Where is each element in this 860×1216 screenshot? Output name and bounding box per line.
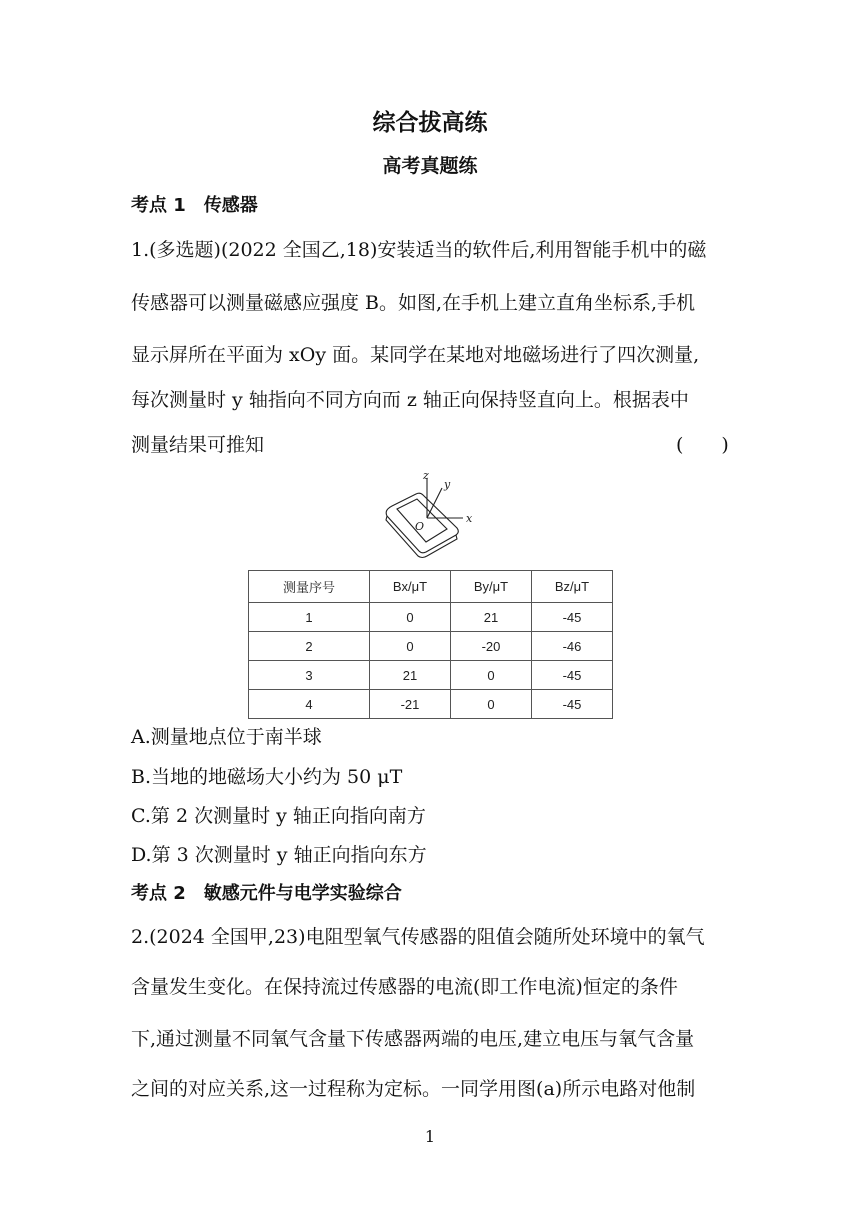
option-c: C.第 2 次测量时 y 轴正向指向南方 xyxy=(131,805,426,827)
table-cell: 21 xyxy=(451,603,532,632)
page-number: 1 xyxy=(424,1127,436,1146)
x-axis-label: x xyxy=(466,512,473,525)
table-cell: -45 xyxy=(532,661,613,690)
table-row xyxy=(249,690,613,719)
table-cell: -45 xyxy=(532,690,613,719)
table-row xyxy=(249,661,613,690)
table-header-cell: 测量序号 xyxy=(249,571,370,603)
table-header-cell: Bx/μT xyxy=(370,571,451,603)
question-2-line: 2.(2024 全国甲,23)电阻型氧气传感器的阻值会随所处环境中的氧气 xyxy=(131,926,705,948)
z-axis-label: z xyxy=(423,470,429,482)
table-row xyxy=(249,603,613,632)
table-header-row xyxy=(249,571,613,603)
origin-label: O xyxy=(415,520,425,533)
question-2-line: 之间的对应关系,这一过程称为定标。一同学用图(a)所示电路对他制 xyxy=(131,1078,696,1100)
question-1-line: 1.(多选题)(2022 全国乙,18)安装适当的软件后,利用智能手机中的磁 xyxy=(131,239,707,261)
section-heading-2: 考点 2 敏感元件与电学实验综合 xyxy=(131,883,402,904)
answer-bracket: ( ) xyxy=(676,434,729,456)
question-2-line: 含量发生变化。在保持流过传感器的电流(即工作电流)恒定的条件 xyxy=(131,976,678,998)
section-heading-1: 考点 1 传感器 xyxy=(131,195,258,216)
table-cell: -45 xyxy=(532,603,613,632)
option-b: B.当地的地磁场大小约为 50 μT xyxy=(131,766,403,788)
option-d: D.第 3 次测量时 y 轴正向指向东方 xyxy=(131,844,427,866)
question-1-line: 传感器可以测量磁感应强度 B。如图,在手机上建立直角坐标系,手机 xyxy=(131,292,696,314)
table-cell: 4 xyxy=(249,690,370,719)
table-cell: -20 xyxy=(451,632,532,661)
y-axis xyxy=(427,488,442,518)
table-cell: 1 xyxy=(249,603,370,632)
y-axis-label: y xyxy=(444,478,451,491)
table-cell: 0 xyxy=(370,603,451,632)
table-cell: 0 xyxy=(451,661,532,690)
table-cell: -46 xyxy=(532,632,613,661)
table-cell: 3 xyxy=(249,661,370,690)
table-cell: 0 xyxy=(451,690,532,719)
measurement-table xyxy=(248,570,613,719)
table-header-cell: Bz/μT xyxy=(532,571,613,603)
page-title: 综合拔高练 xyxy=(372,109,488,136)
question-2-line: 下,通过测量不同氧气含量下传感器两端的电压,建立电压与氧气含量 xyxy=(131,1028,695,1050)
page-subtitle: 高考真题练 xyxy=(382,155,478,177)
table-cell: 21 xyxy=(370,661,451,690)
question-1-line: 显示屏所在平面为 xOy 面。某同学在某地对地磁场进行了四次测量, xyxy=(131,344,700,366)
table-cell: 0 xyxy=(370,632,451,661)
table-row xyxy=(249,632,613,661)
table-header-cell: By/μT xyxy=(451,571,532,603)
table-cell: 2 xyxy=(249,632,370,661)
phone-axes-figure xyxy=(380,470,480,565)
question-1-line: 测量结果可推知 xyxy=(131,434,265,456)
table-cell: -21 xyxy=(370,690,451,719)
option-a: A.测量地点位于南半球 xyxy=(131,726,322,748)
question-1-line: 每次测量时 y 轴指向不同方向而 z 轴正向保持竖直向上。根据表中 xyxy=(131,389,689,411)
